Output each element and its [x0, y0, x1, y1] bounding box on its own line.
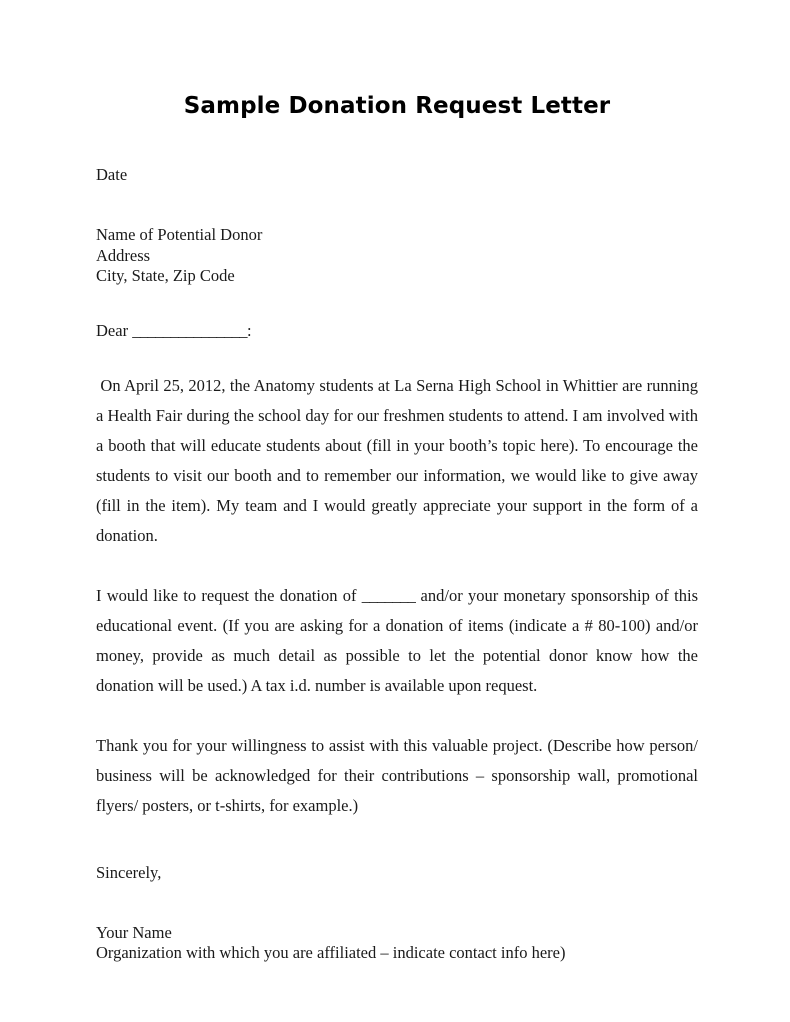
request-text-after-blank: and/or your monetary sponsorship of this educational event. (If you are asking for a donation of items (indicate a # 80-100) and/or money, provide as much detail as possible to let the potential donor know how the donation will be used.) A tax i.d. number is available upon request. [96, 585, 703, 695]
request-blank-field[interactable]: _______ [361, 585, 416, 605]
closing-line: Sincerely, [96, 862, 162, 882]
signer-organization-line: Organization with which you are affiliated – indicate contact info here) [96, 943, 566, 962]
paragraph-thanks: Thank you for your willingness to assist with this valuable project. (Describe how person/ business will be acknowledged for their contributions – sponsorship wall, promotional flyers/ posters, or t-shirts, for example.) [96, 735, 703, 815]
signer-name-line: Your Name [96, 922, 172, 942]
salutation-line [96, 287, 698, 341]
salutation-blank-field[interactable]: _______________ [132, 320, 247, 340]
date-placeholder-line: Date [96, 165, 128, 184]
recipient-name-line: Name of Potential Donor [96, 225, 263, 244]
recipient-address-block [96, 185, 698, 287]
request-text-before-blank: I would like to request the donation of [96, 585, 362, 605]
letter-content [96, 0, 703, 964]
paragraph-request [96, 551, 703, 701]
signature-block [96, 883, 698, 964]
salutation-suffix: : [246, 320, 252, 340]
recipient-city-state-zip-line: City, State, Zip Code [96, 266, 235, 285]
paragraph-intro: On April 25, 2012, the Anatomy students at La Serna High School in Whittier are running a Health Fair during the school day for our freshmen students to attend. I am involved with a booth that will educate students about (fill in your booth’s topic here). To encourage the students to visit our booth and to remember our information, we would like to give away (fill in the item). My team and I would greatly appreciate your support in the form of a donation. [96, 375, 703, 545]
salutation-prefix: Dear [96, 320, 133, 340]
page-title: Sample Donation Request Letter [183, 93, 611, 119]
recipient-address-line: Address [96, 245, 151, 265]
